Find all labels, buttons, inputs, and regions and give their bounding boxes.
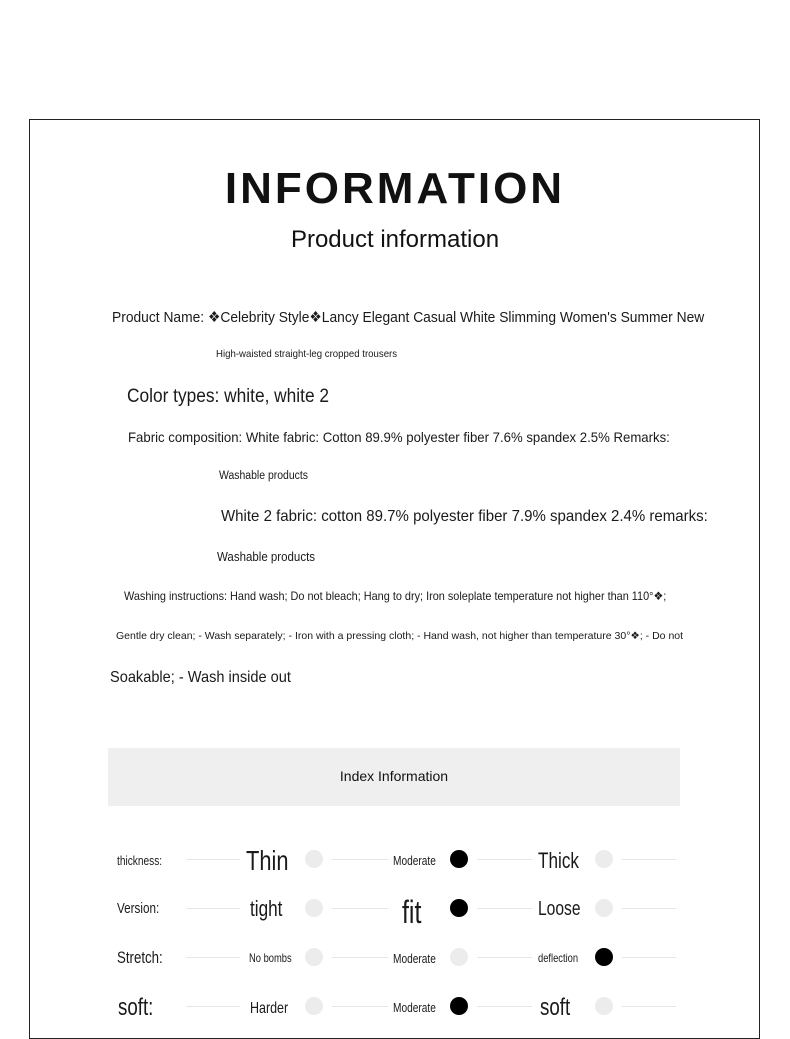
- washing-line-1: Washing instructions: Hand wash; Do not bleach; Hang to dry; Iron soleplate temperature not higher than 110°❖;: [124, 589, 667, 603]
- page-subtitle: Product information: [290, 226, 500, 253]
- scale-line: [477, 1006, 532, 1007]
- washing-line-2: Gentle dry clean; - Wash separately; - Iron with a pressing cloth; - Hand wash, not higher than temperature 30°❖; - Do not: [116, 630, 684, 642]
- selected-dot: [595, 948, 613, 966]
- selected-dot: [450, 997, 468, 1015]
- unselected-dot: [450, 948, 468, 966]
- selected-dot: [450, 899, 468, 917]
- scale-line: [477, 859, 532, 860]
- index-option: deflection: [538, 951, 579, 965]
- washing-line-3: Soakable; - Wash inside out: [110, 669, 291, 686]
- product-name-line-2: High-waisted straight-leg cropped trousers: [216, 348, 398, 360]
- unselected-dot: [305, 997, 323, 1015]
- scale-line: [622, 859, 676, 860]
- index-label: Stretch:: [117, 948, 163, 967]
- index-information-banner: [108, 748, 680, 806]
- index-label: thickness:: [117, 853, 163, 868]
- unselected-dot: [305, 850, 323, 868]
- scale-line: [332, 908, 388, 909]
- fabric-line-1: Fabric composition: White fabric: Cotton 89.9% polyester fiber 7.6% spandex 2.5% Remarks:: [128, 429, 670, 445]
- unselected-dot: [595, 850, 613, 868]
- scale-line: [622, 908, 676, 909]
- unselected-dot: [305, 948, 323, 966]
- product-name-line-1: Product Name: ❖Celebrity Style❖Lancy Elegant Casual White Slimming Women's Summer New: [112, 309, 705, 326]
- scale-line: [477, 908, 532, 909]
- scale-line: [477, 957, 532, 958]
- scale-line: [186, 957, 240, 958]
- index-option: Thin: [246, 845, 289, 876]
- scale-line: [186, 1006, 240, 1007]
- scale-line: [332, 957, 388, 958]
- page-title: INFORMATION: [224, 164, 566, 213]
- index-option: fit: [402, 894, 422, 930]
- scale-line: [186, 859, 240, 860]
- index-option: Moderate: [393, 1000, 436, 1015]
- scale-line: [332, 859, 388, 860]
- unselected-dot: [595, 899, 613, 917]
- scale-line: [332, 1006, 388, 1007]
- index-option: tight: [250, 896, 283, 921]
- index-information-label: Index Information: [339, 768, 449, 784]
- index-option: Thick: [538, 848, 579, 873]
- index-option: Loose: [538, 898, 581, 920]
- color-types: Color types: white, white 2: [127, 386, 330, 407]
- fabric-line-2: Washable products: [219, 470, 308, 482]
- selected-dot: [450, 850, 468, 868]
- index-option: No bombs: [249, 951, 292, 965]
- index-option: soft: [540, 994, 571, 1021]
- fabric-line-3: White 2 fabric: cotton 89.7% polyester fiber 7.9% spandex 2.4% remarks:: [221, 508, 708, 525]
- index-option: Moderate: [393, 853, 436, 868]
- fabric-line-4: Washable products: [217, 550, 316, 564]
- scale-line: [622, 1006, 676, 1007]
- unselected-dot: [595, 997, 613, 1015]
- scale-line: [186, 908, 240, 909]
- unselected-dot: [305, 899, 323, 917]
- index-option: Moderate: [393, 951, 436, 966]
- index-label: Version:: [117, 900, 160, 917]
- index-option: Harder: [250, 1000, 289, 1017]
- index-label: soft:: [118, 994, 154, 1021]
- scale-line: [622, 957, 676, 958]
